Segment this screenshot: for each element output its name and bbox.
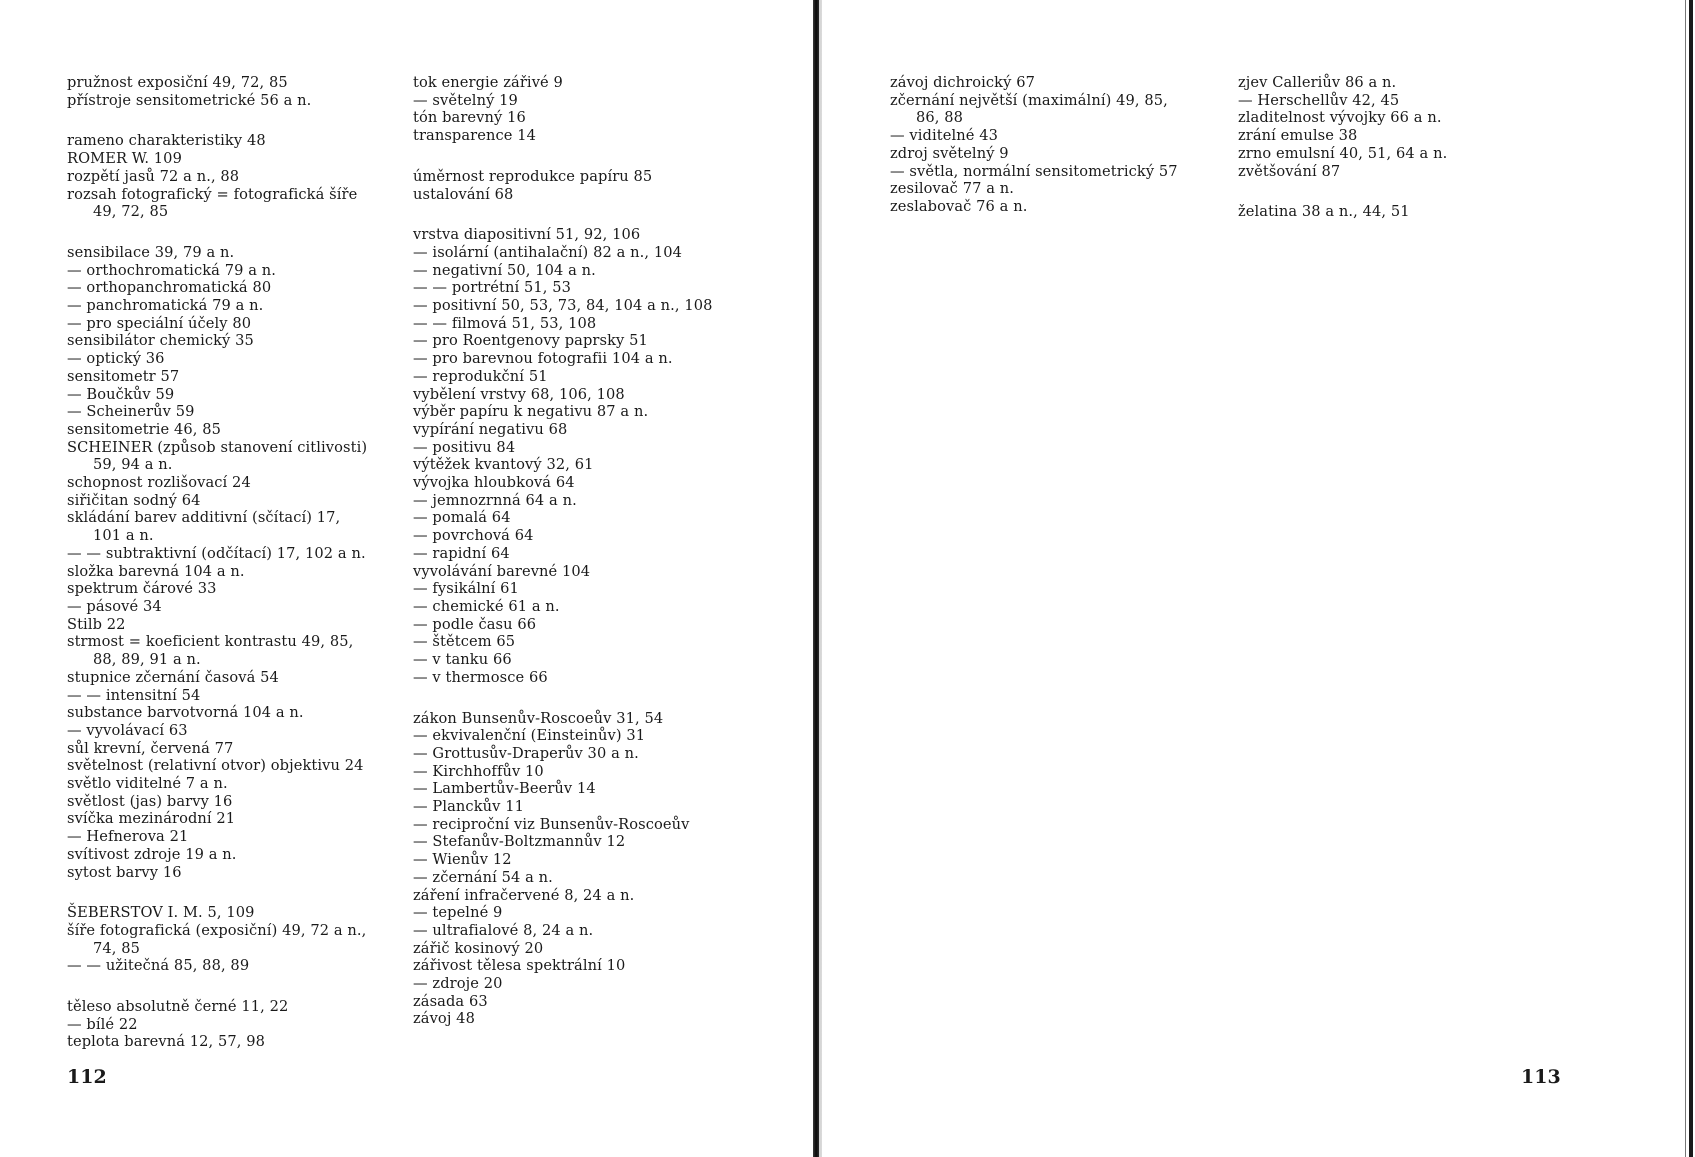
index-entry: — Wienův 12 — [413, 851, 512, 869]
index-entry: svítivost zdroje 19 a n. — [67, 845, 237, 863]
index-entry-continuation: 101 a n. — [93, 527, 154, 545]
index-entry: schopnost rozlišovací 24 — [67, 474, 251, 492]
index-entry: — rapidní 64 — [413, 544, 510, 562]
index-entry: zářič kosinový 20 — [413, 939, 544, 957]
index-entry: — zdroje 20 — [413, 975, 503, 993]
index-entry: — orthopanchromatická 80 — [67, 279, 272, 297]
index-entry: rozpětí jasů 72 a n., 88 — [67, 167, 240, 185]
index-entry: přístroje sensitometrické 56 a n. — [67, 91, 312, 109]
index-entry: ŠEBERSTOV I. M. 5, 109 — [67, 904, 255, 922]
index-entry: vrstva diapositivní 51, 92, 106 — [413, 226, 641, 244]
index-entry: zářivost tělesa spektrální 10 — [413, 957, 626, 975]
index-entry: — reciproční viz Bunsenův-Roscoeův — [413, 815, 690, 833]
index-entry: — povrchová 64 — [413, 527, 534, 545]
left-page-number: 112 — [67, 1066, 107, 1088]
index-entry: — positivu 84 — [413, 438, 516, 456]
section-gap — [67, 221, 367, 244]
index-entry: — v thermosce 66 — [413, 668, 548, 686]
index-entry: zdroj světelný 9 — [890, 144, 1009, 162]
index-entry: stupnice zčernání časová 54 — [67, 668, 279, 686]
index-entry: sůl krevní, červená 77 — [67, 739, 234, 757]
index-entry: sensibilace 39, 79 a n. — [67, 243, 235, 261]
index-entry: strmost = koeficient kontrastu 49, 85, — [67, 633, 354, 651]
index-entry: skládání barev additivní (sčítací) 17, — [67, 509, 341, 527]
index-entry: vypírání negativu 68 — [413, 420, 568, 438]
section-gap — [413, 203, 713, 226]
index-entry: závoj 48 — [413, 1010, 475, 1028]
left-index-column-1 — [67, 74, 367, 1051]
index-entry: — orthochromatická 79 a n. — [67, 261, 276, 279]
index-entry: zrání emulse 38 — [1238, 127, 1358, 145]
index-entry-continuation: 49, 72, 85 — [93, 203, 169, 221]
index-entry: siřičitan sodný 64 — [67, 491, 201, 509]
index-entry: zjev Calleriův 86 a n. — [1238, 74, 1397, 91]
index-entry: — Scheinerův 59 — [67, 403, 195, 421]
page-edge-line — [1685, 0, 1686, 1157]
left-index-column-2 — [413, 74, 713, 1028]
index-entry: — podle času 66 — [413, 615, 537, 633]
index-entry: světelnost (relativní otvor) objektivu 24 — [67, 757, 364, 775]
index-entry: — Stefanův-Boltzmannův 12 — [413, 833, 626, 851]
index-entry: — Boučkův 59 — [67, 385, 175, 403]
index-entry: rameno charakteristiky 48 — [67, 132, 266, 150]
index-entry: — v tanku 66 — [413, 651, 512, 669]
index-entry: — fysikální 61 — [413, 580, 519, 598]
section-gap — [67, 881, 367, 904]
index-entry: — — portrétní 51, 53 — [413, 279, 572, 297]
index-entry: vyvolávání barevné 104 — [413, 562, 591, 580]
index-entry: — světelný 19 — [413, 91, 518, 109]
index-entry: — optický 36 — [67, 350, 165, 368]
index-entry-continuation: 59, 94 a n. — [93, 456, 173, 474]
index-entry: svíčka mezinárodní 21 — [67, 810, 236, 828]
index-entry: — viditelné 43 — [890, 127, 998, 145]
index-entry: — jemnozrnná 64 a n. — [413, 491, 577, 509]
index-entry: výběr papíru k negativu 87 a n. — [413, 403, 649, 421]
index-entry: vývojka hloubková 64 — [413, 474, 575, 492]
index-entry: — isolární (antihalační) 82 a n., 104 — [413, 243, 683, 261]
index-entry: — — užitečná 85, 88, 89 — [67, 957, 250, 975]
index-entry: — bílé 22 — [67, 1015, 138, 1033]
index-entry: transparence 14 — [413, 127, 537, 145]
index-entry: — Lambertův-Beerův 14 — [413, 780, 596, 798]
index-entry: výtěžek kvantový 32, 61 — [413, 456, 594, 474]
index-entry: sensitometrie 46, 85 — [67, 420, 222, 438]
index-entry-continuation: 88, 89, 91 a n. — [93, 651, 201, 669]
index-entry: ROMER W. 109 — [67, 150, 182, 168]
index-entry: — štětcem 65 — [413, 633, 516, 651]
index-entry: — pro speciální účely 80 — [67, 314, 252, 332]
index-entry: zladitelnost vývojky 66 a n. — [1238, 109, 1442, 127]
index-entry: — Grottusův-Draperův 30 a n. — [413, 744, 639, 762]
index-entry: — světla, normální sensitometrický 57 — [890, 162, 1178, 180]
index-entry: spektrum čárové 33 — [67, 580, 217, 598]
index-entry: substance barvotvorná 104 a n. — [67, 704, 304, 722]
index-entry: šíře fotografická (exposiční) 49, 72 a n., — [67, 921, 367, 939]
index-entry: zákon Bunsenův-Roscoeův 31, 54 — [413, 709, 664, 727]
index-entry: ustalování 68 — [413, 185, 514, 203]
index-entry: — panchromatická 79 a n. — [67, 297, 264, 315]
index-entry: — negativní 50, 104 a n. — [413, 261, 596, 279]
right-index-column-2 — [1238, 74, 1447, 221]
index-entry: — positivní 50, 53, 73, 84, 104 a n., 108 — [413, 297, 713, 315]
section-gap — [1238, 180, 1447, 203]
section-gap — [67, 975, 367, 998]
index-entry: složka barevná 104 a n. — [67, 562, 245, 580]
index-entry: světlo viditelné 7 a n. — [67, 775, 228, 793]
left-page — [0, 0, 814, 1157]
index-entry: zvětšování 87 — [1238, 162, 1341, 180]
right-page-number: 113 — [1521, 1066, 1561, 1088]
index-entry: — pásové 34 — [67, 597, 162, 615]
index-entry: sytost barvy 16 — [67, 863, 182, 881]
index-entry: tok energie zářivé 9 — [413, 74, 563, 91]
index-entry: — — filmová 51, 53, 108 — [413, 314, 597, 332]
index-entry: zčernání největší (maximální) 49, 85, — [890, 91, 1168, 109]
right-index-column-1 — [890, 74, 1178, 216]
index-entry: zeslabovač 76 a n. — [890, 197, 1028, 215]
index-entry: sensibilátor chemický 35 — [67, 332, 254, 350]
index-entry: — Kirchhoffův 10 — [413, 762, 544, 780]
index-entry: — pro Roentgenovy paprsky 51 — [413, 332, 648, 350]
index-entry-continuation: 86, 88 — [916, 109, 964, 127]
index-entry-continuation: 74, 85 — [93, 939, 141, 957]
index-entry: Stilb 22 — [67, 615, 126, 633]
index-entry: závoj dichroický 67 — [890, 74, 1035, 91]
index-entry: úměrnost reprodukce papíru 85 — [413, 167, 653, 185]
index-entry: záření infračervené 8, 24 a n. — [413, 886, 635, 904]
right-page — [822, 0, 1695, 1157]
index-entry: zesilovač 77 a n. — [890, 180, 1014, 198]
index-entry: světlost (jas) barvy 16 — [67, 792, 233, 810]
index-entry: vybělení vrstvy 68, 106, 108 — [413, 385, 625, 403]
section-gap — [413, 687, 713, 710]
index-entry: — Herschellův 42, 45 — [1238, 91, 1400, 109]
page-edge-border — [1689, 0, 1693, 1157]
index-entry: teplota barevná 12, 57, 98 — [67, 1033, 266, 1051]
section-gap — [413, 145, 713, 168]
index-entry: — vyvolávací 63 — [67, 721, 188, 739]
index-entry: — Hefnerova 21 — [67, 828, 189, 846]
index-entry: — Planckův 11 — [413, 798, 524, 816]
index-entry: — chemické 61 a n. — [413, 597, 560, 615]
index-entry: sensitometr 57 — [67, 367, 180, 385]
index-entry: — ultrafialové 8, 24 a n. — [413, 921, 594, 939]
index-entry: těleso absolutně černé 11, 22 — [67, 998, 289, 1016]
index-entry: rozsah fotografický = fotografická šíře — [67, 185, 358, 203]
index-entry: tón barevný 16 — [413, 109, 526, 127]
index-entry: zrno emulsní 40, 51, 64 a n. — [1238, 144, 1448, 162]
index-entry: zásada 63 — [413, 992, 488, 1010]
index-entry: pružnost exposiční 49, 72, 85 — [67, 74, 288, 91]
index-entry: — — intensitní 54 — [67, 686, 201, 704]
index-entry: — ekvivalenční (Einsteinův) 31 — [413, 727, 646, 745]
index-entry: želatina 38 a n., 44, 51 — [1238, 203, 1410, 221]
index-entry: — reprodukční 51 — [413, 367, 548, 385]
index-entry: — — subtraktivní (odčítací) 17, 102 a n. — [67, 544, 366, 562]
index-entry: — pomalá 64 — [413, 509, 511, 527]
section-gap — [67, 109, 367, 132]
index-entry: — zčernání 54 a n. — [413, 868, 553, 886]
index-entry: — tepelné 9 — [413, 904, 503, 922]
index-entry: SCHEINER (způsob stanovení citlivosti) — [67, 438, 368, 456]
index-entry: — pro barevnou fotografii 104 a n. — [413, 350, 673, 368]
